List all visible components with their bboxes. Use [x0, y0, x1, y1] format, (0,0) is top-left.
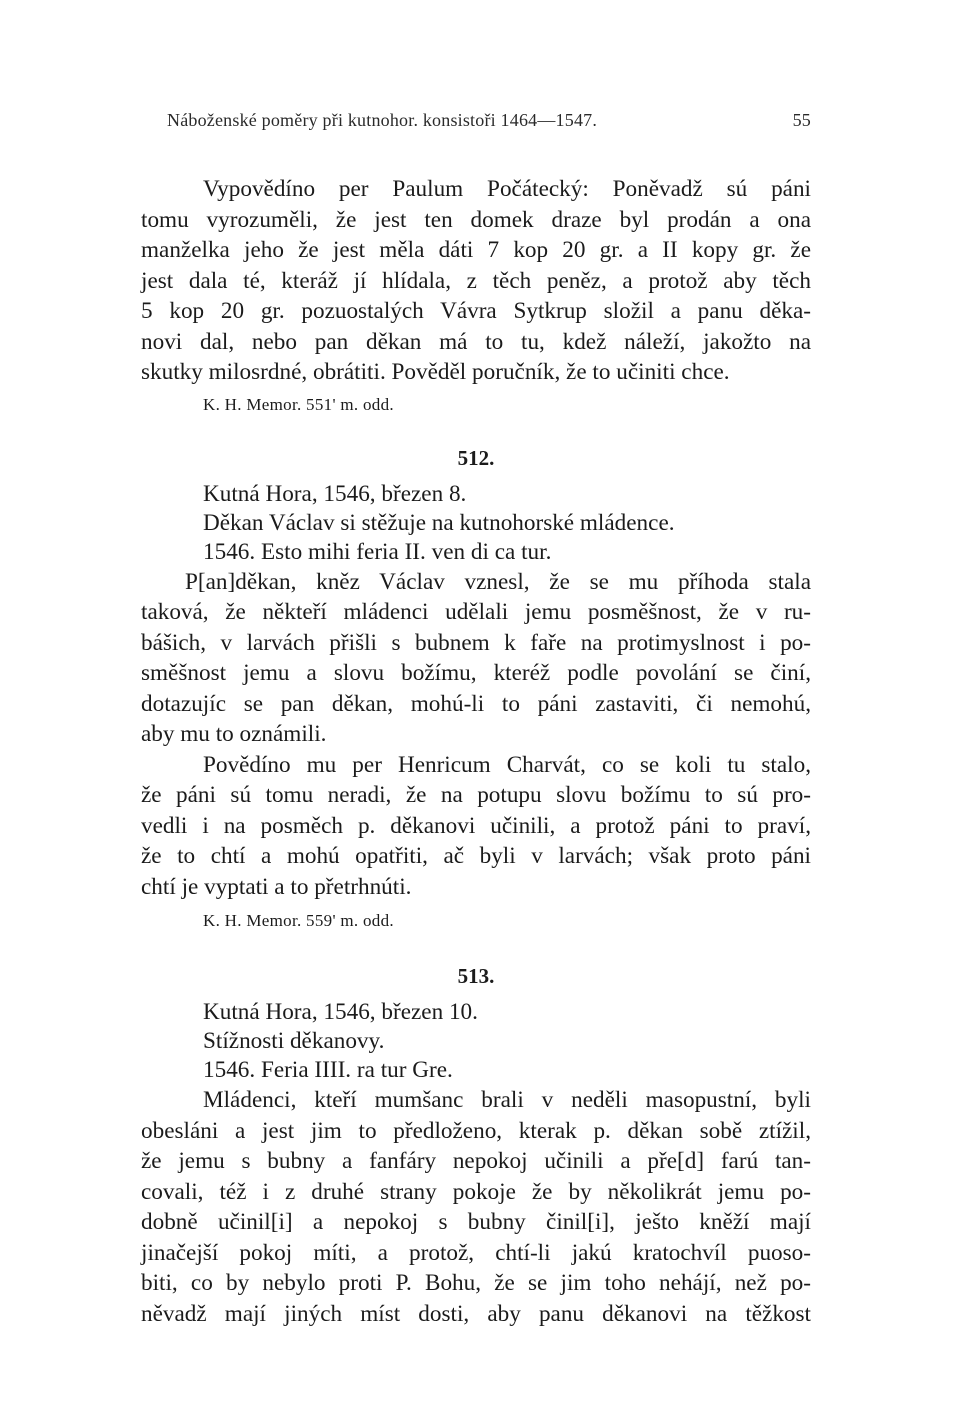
page-number: 55 [792, 110, 811, 130]
text-line: manželka jeho že jest měla dáti 7 kop 20 gr. a II kopy gr. že [141, 237, 811, 263]
source-reference: K. H. Memor. 551' m. odd. [203, 394, 394, 414]
text-line: něvadž mají jiných míst dosti, aby panu děkanovi na těžkost [141, 1300, 811, 1327]
text-line: že páni sú tomu neradi, že na potupu slovu božímu to sú pro- [141, 782, 811, 808]
document-number: 512. [457, 445, 495, 470]
text-line: Vypovědíno per Paulum Počátecký: Poněvadž sú páni [203, 176, 811, 202]
date-line: 1546. Feria IIII. ra tur Gre. [203, 1057, 453, 1083]
date-line: 1546. Esto mihi feria II. ven di ca tur. [203, 538, 552, 565]
paragraph [141, 750, 811, 903]
text-line: covali, též i z druhé strany pokoje že by několikrát jemu po- [141, 1178, 811, 1205]
text-line: biti, co by nebylo proti P. Bohu, že se jim toho nehájí, než po- [141, 1270, 811, 1296]
text-line: aby mu to oznámili. [141, 721, 327, 747]
paragraph [141, 1085, 811, 1329]
text-line: chtí je vyptati a to přetrhnúti. [141, 873, 412, 900]
text-line: dotazujíc se pan děkan, mohú-li to páni zastaviti, či nemohú, [141, 690, 811, 717]
intro-paragraph [141, 174, 811, 388]
running-head [167, 108, 811, 132]
text-line: skutky milosrdné, obrátiti. Pověděl poručník, že to učiniti chce. [141, 359, 730, 385]
text-line: bášich, v larvách přišli s bubnem k faře na protimyslnost i po- [141, 629, 811, 656]
text-line: taková, že někteří mládenci udělali jemu posměšnost, že v ru- [141, 599, 811, 625]
summary: Stížnosti děkanovy. [203, 1028, 385, 1054]
text-line: tomu vyrozuměli, že jest ten domek draze byl prodán a ona [141, 206, 811, 233]
text-line: Mládenci, kteří mumšanc brali v neděli masopustní, byli [203, 1087, 811, 1113]
text-line: jest dala té, kteráž jí hlídala, z těch peněz, a protož aby těch [141, 267, 811, 294]
document-page [141, 108, 811, 1329]
place-date: Kutná Hora, 1546, březen 8. [203, 480, 467, 507]
text-line: směšnost jemu a slovu božímu, kteréž podle povolání se činí, [141, 660, 811, 686]
text-line: Povědíno mu per Henricum Charvát, co se koli tu stalo, [203, 751, 811, 778]
text-line: novi dal, nebo pan děkan má to tu, kdež náleží, jakožto na [141, 328, 811, 355]
summary: Děkan Václav si stěžuje na kutnohorské mládence. [203, 509, 675, 536]
text-line: P[an]děkan, kněz Václav vznesl, že se mu příhoda stala [185, 568, 811, 595]
text-line: obesláni a jest jim to předloženo, kterak p. děkan sobě ztížil, [141, 1117, 811, 1144]
place-date: Kutná Hora, 1546, březen 10. [203, 999, 478, 1025]
text-line: že to chtí a mohú opatřiti, ač byli v larvách; však proto páni [141, 843, 811, 869]
text-line: že jemu s bubny a fanfáry nepokoj učinili a pře[d] farú tan- [141, 1148, 811, 1174]
document-number: 513. [457, 964, 495, 988]
running-head-title: Náboženské poměry při kutnohor. konsistoři 1464—1547. [167, 110, 598, 130]
text-line: dobně učinil[i] a nepokoj s bubny činil[i], ješto kněží mají [141, 1209, 811, 1235]
source-reference: K. H. Memor. 559' m. odd. [203, 911, 394, 930]
text-line: jinačejší pokoj míti, a protož, chtí-li jakú kratochvíl puoso- [141, 1239, 811, 1266]
text-line: 5 kop 20 gr. pozuostalých Vávra Sytkrup složil a panu děka- [141, 298, 811, 324]
paragraph [141, 567, 811, 750]
text-line: vedli i na posměch p. děkanovi učinili, a protož páni to praví, [141, 812, 811, 839]
